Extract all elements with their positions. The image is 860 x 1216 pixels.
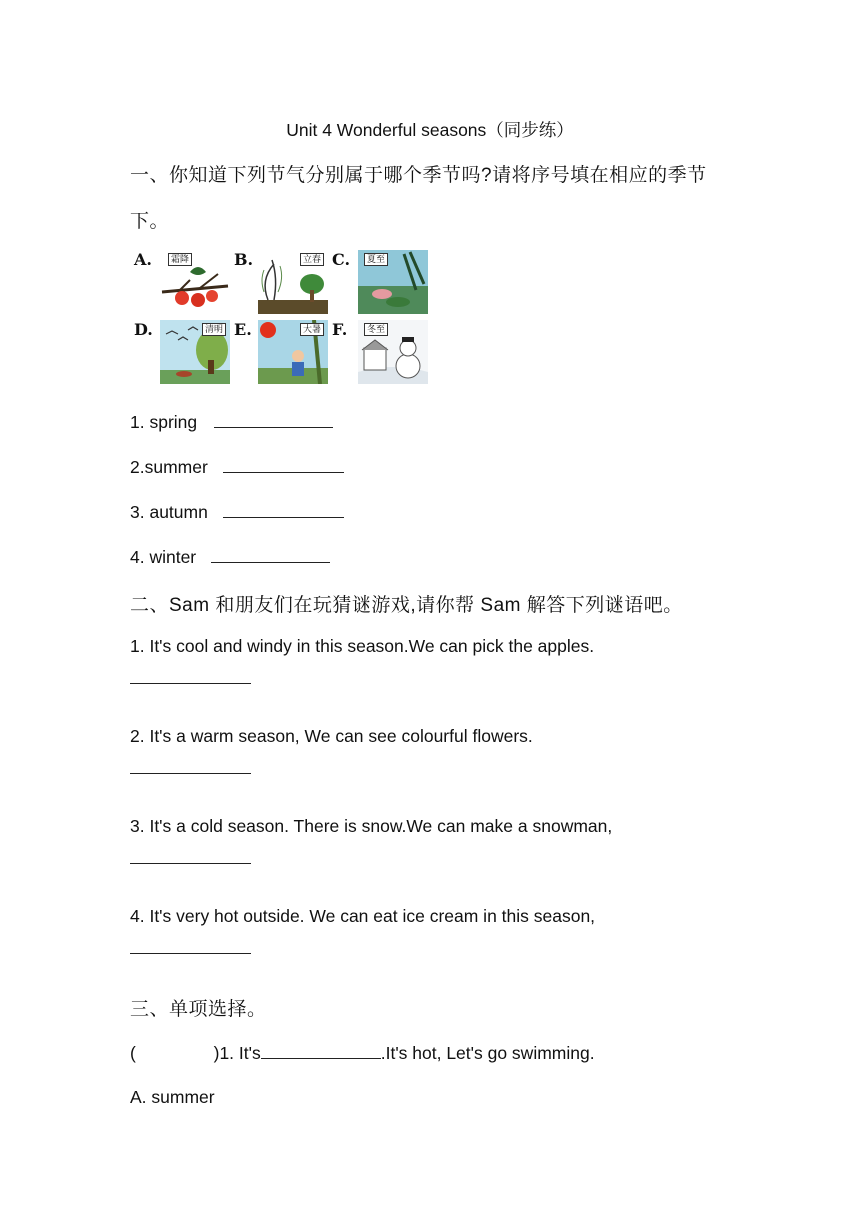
picture-a-term: 霜降: [168, 253, 192, 266]
picture-e-great-heat: [258, 320, 328, 384]
picture-d-term: 清明: [202, 323, 226, 336]
answer-blank-summer[interactable]: [223, 456, 344, 473]
choice-question-1-suffix: .It's hot, Let's go swimming.: [380, 1043, 595, 1063]
choice-question-1-prefix: ( )1. It's: [130, 1043, 261, 1063]
season-label-winter: 4. winter: [130, 547, 197, 567]
season-label-summer: 2.summer: [130, 457, 208, 477]
riddle-1-answer-blank[interactable]: [130, 683, 251, 684]
season-label-spring: 1. spring: [130, 412, 198, 432]
season-label-autumn: 3. autumn: [130, 502, 208, 522]
picture-a-frost-descent: [160, 250, 230, 314]
season-item-winter: [130, 546, 330, 568]
riddle-3-answer-blank[interactable]: [130, 863, 251, 864]
section2-heading: 二、Sam 和朋友们在玩猜谜游戏,请你帮 Sam 解答下列谜语吧。: [130, 595, 683, 616]
answer-blank-winter[interactable]: [211, 546, 330, 563]
season-item-summer: [130, 456, 344, 478]
choice-question-1: [130, 1042, 595, 1064]
answer-blank-autumn[interactable]: [223, 501, 344, 518]
picture-b-letter: B.: [234, 250, 254, 269]
picture-b-term: 立春: [300, 253, 324, 266]
picture-f-letter: F.: [332, 320, 348, 339]
season-item-spring: [130, 411, 333, 433]
choice-option-a[interactable]: A. summer: [130, 1087, 215, 1107]
picture-e-term: 大暑: [300, 323, 324, 336]
picture-f-winter-solstice: [358, 320, 428, 384]
picture-a-letter: A.: [134, 250, 152, 269]
riddle-1: 1. It's cool and windy in this season.We can pick the apples.: [130, 636, 595, 656]
riddle-4-answer-blank[interactable]: [130, 953, 251, 954]
solar-terms-pictures: [134, 246, 434, 388]
picture-f-term: 冬至: [364, 323, 388, 336]
riddle-3: 3. It's a cold season. There is snow.We can make a snowman,: [130, 816, 613, 836]
section3-heading: 三、单项选择。: [130, 999, 267, 1020]
picture-e-letter: E.: [234, 320, 252, 339]
picture-c-term: 夏至: [364, 253, 388, 266]
answer-blank-spring[interactable]: [214, 411, 333, 428]
page-title: Unit 4 Wonderful seasons（同步练）: [286, 120, 574, 140]
picture-c-summer-solstice: [358, 250, 428, 314]
section1-heading: 一、你知道下列节气分别属于哪个季节吗?请将序号填在相应的季节: [130, 165, 707, 186]
picture-d-qingming: [160, 320, 230, 384]
picture-d-letter: D.: [134, 320, 153, 339]
choice-question-1-blank[interactable]: [261, 1042, 381, 1059]
riddle-2-answer-blank[interactable]: [130, 773, 251, 774]
season-item-autumn: [130, 501, 344, 523]
riddle-2: 2. It's a warm season, We can see colourful flowers.: [130, 726, 533, 746]
section1-heading-cont: 下。: [130, 211, 170, 232]
picture-b-beginning-of-spring: [258, 250, 328, 314]
picture-c-letter: C.: [332, 250, 351, 269]
riddle-4: 4. It's very hot outside. We can eat ice cream in this season,: [130, 906, 596, 926]
